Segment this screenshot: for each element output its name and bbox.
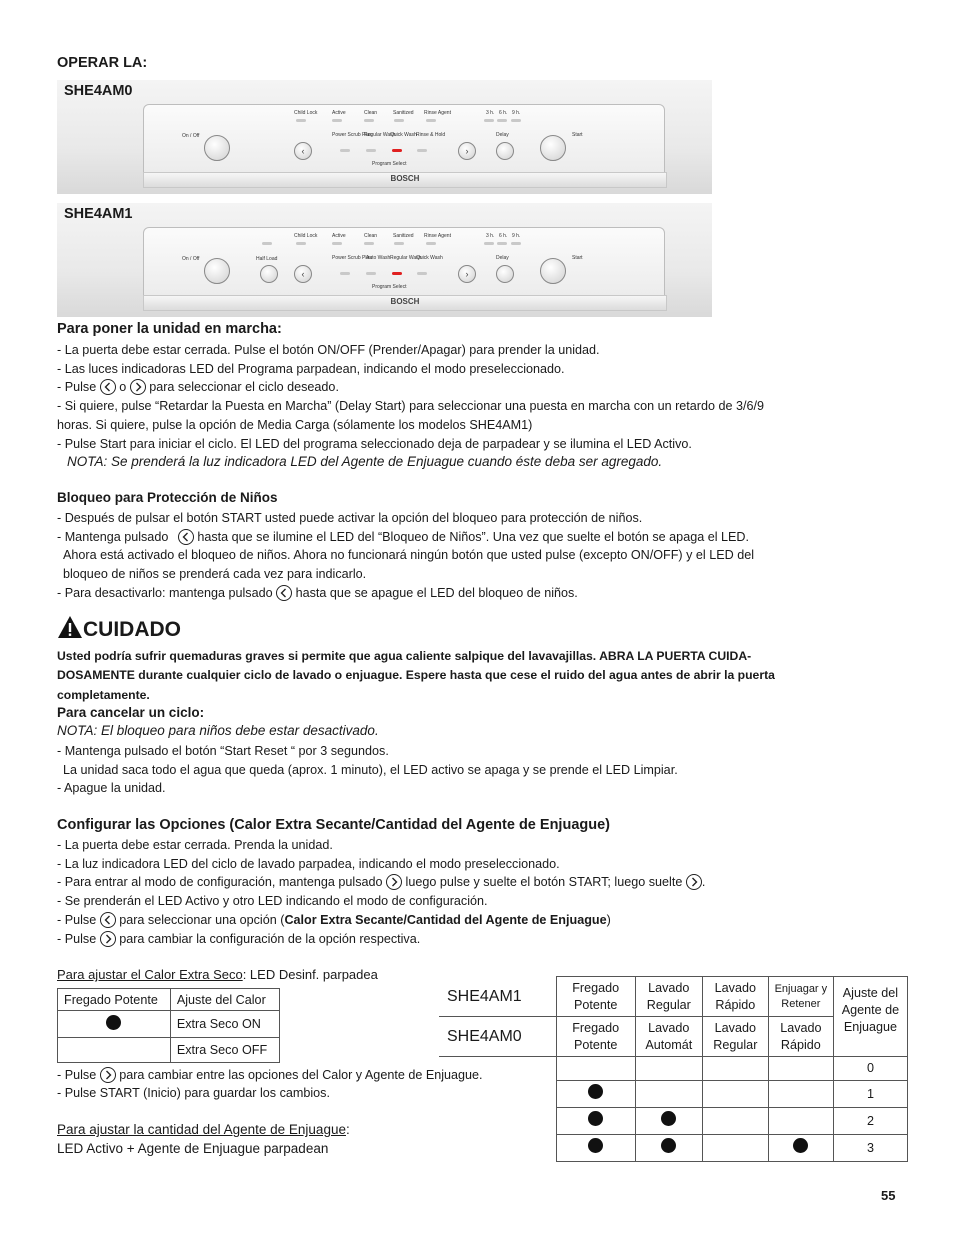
heat-after: - Pulse para cambiar entre las opciones del Calor y Agente de Enjuague. - Pulse START (Inicio) para guardar los cambios. <box>57 1068 483 1100</box>
program-header: Lavado Automát <box>635 1017 702 1057</box>
program-next-button[interactable]: › <box>458 265 476 283</box>
control-panel-she4am1 <box>57 203 712 317</box>
level-cell: 3 <box>833 1135 907 1162</box>
led-on-dot <box>661 1111 676 1126</box>
start-section-title: Para poner la unidad en marcha: <box>57 321 282 337</box>
chevron-right-icon <box>100 1067 116 1083</box>
panel-brand-strip <box>143 295 667 311</box>
onoff-knob[interactable] <box>204 258 230 284</box>
level-cell: 2 <box>833 1108 907 1135</box>
heat-caption: Para ajustar el Calor Extra Seco: LED Desinf. parpadea <box>57 967 378 982</box>
program-prev-button[interactable]: ‹ <box>294 265 312 283</box>
led-on-dot <box>588 1138 603 1153</box>
cancel-note: NOTA: El bloqueo para niños debe estar desactivado. <box>57 723 379 738</box>
program-header: Lavado Rápido <box>702 977 768 1017</box>
brand-logo: BOSCH <box>390 174 420 183</box>
led-on-dot <box>588 1084 603 1099</box>
model-cell: SHE4AM0 <box>439 1017 556 1057</box>
start-section-body: - La puerta debe estar cerrada. Pulse el botón ON/OFF (Prender/Apagar) para prender la unidad. - Las luces indicadoras LED del Programa parpadean, indicando el modo preseleccionado. - Pulse o para seleccionar el ciclo deseado. - Si quiere, pulse “Retardar la Puesta en Marcha” (Delay Start) para seleccionar una puesta en marcha con un retardo de 3/6/9 horas. Si quiere, pulse la opción de Media Carga (sólamente los modelos SHE4AM1) - Pulse Start para iniciar el ciclo. El LED del programa seleccionado deja de parpadear y se ilumina el LED Activo. NOTA: Se prenderá la luz indicadora LED del Agente de Enjuague cuando éste deba ser agregado. <box>57 341 917 472</box>
level-cell: 1 <box>833 1081 907 1108</box>
cancel-title: Para cancelar un ciclo: <box>57 705 205 720</box>
delay-button[interactable] <box>496 142 514 160</box>
chevron-left-icon <box>178 529 194 545</box>
panel-brand-strip <box>143 172 667 188</box>
panel-face: Child Lock Active Clean Sanitized Rinse Agent 3 h. 6 h. 9 h. On / Off Half Load ‹ Power Scrub Plus Auto Wash Regular Wash Quick Wash Program Select › Delay Start <box>143 227 665 297</box>
delay-button[interactable] <box>496 265 514 283</box>
chevron-right-icon <box>686 874 702 890</box>
caution-heading: CUIDADO <box>57 615 181 642</box>
chevron-right-icon <box>130 379 146 395</box>
chevron-right-icon <box>386 874 402 890</box>
setting-header: Ajuste del Agente de Enjuague <box>833 977 907 1057</box>
cancel-body: - Mantenga pulsado el botón “Start Reset “ por 3 segundos. La unidad saca todo el agua que queda (aprox. 1 minuto), el LED activo se apaga y se prende el LED Limpiar. - Apague la unidad. <box>57 744 678 796</box>
page-number: 55 <box>881 1188 896 1203</box>
child-lock-title: Bloqueo para Protección de Niños <box>57 490 278 505</box>
section-heading: OPERAR LA: <box>57 55 148 71</box>
chevron-left-icon <box>100 912 116 928</box>
child-lock-body: - Después de pulsar el botón START usted puede activar la opción del bloqueo para protección de niños. - Mantenga pulsado hasta que se ilumine el LED del “Bloqueo de Niños”. Una vez que suelte el botón se apaga el LED. Ahora está activado el bloqueo de niños. Ahora no funcionará ningún botón que usted pulse (excepto ON/OFF) y el LED del bloqueo de niños se prenderá cada vez para indicarlo. - Para desactivarlo: mantenga pulsado hasta que se apague el LED del bloqueo de niños. <box>57 511 754 600</box>
start-note: NOTA: Se prenderá la luz indicadora LED del Agente de Enjuague cuando éste deba ser agregado. <box>67 454 663 470</box>
heat-option: Extra Seco ON <box>170 1011 279 1038</box>
rinse-table <box>439 976 908 1162</box>
brand-logo: BOSCH <box>390 297 420 306</box>
led-on-dot <box>106 1015 121 1030</box>
caution-body: Usted podría sufrir quemaduras graves si permite que agua caliente salpique del lavavajillas. ABRA LA PUERTA CUIDA- DOSAMENTE durante cualquier ciclo de lavado o enjuague. Espere hasta que cese el ruido del agua antes de abrir la puerta completamente. <box>57 649 775 702</box>
chevron-left-icon <box>276 585 292 601</box>
half-load-button[interactable] <box>260 265 278 283</box>
program-header: Lavado Rápido <box>768 1017 833 1057</box>
control-panel-she4am0 <box>57 80 712 194</box>
warning-icon <box>57 615 83 639</box>
model-label: SHE4AM1 <box>64 206 133 222</box>
config-body: - La puerta debe estar cerrada. Prenda la unidad. - La luz indicadora LED del ciclo de lavado parpadea, indicando el modo preseleccionado. - Para entrar al modo de configuración, mantenga pulsado luego pulse y suelte el botón START; luego suelte . - Se prenderán el LED Activo y otro LED indicando el modo de configuración. - Pulse para seleccionar una opción (Calor Extra Secante/Cantidad del Agente de Enjuague) - Pulse para cambiar la configuración de la opción respectiva. <box>57 838 706 946</box>
config-title: Configurar las Opciones (Calor Extra Secante/Cantidad del Agente de Enjuague) <box>57 817 610 833</box>
heat-col-header: Fregado Potente <box>58 989 171 1011</box>
chevron-left-icon <box>100 379 116 395</box>
led-on-dot <box>588 1111 603 1126</box>
start-knob[interactable] <box>540 135 566 161</box>
program-prev-button[interactable]: ‹ <box>294 142 312 160</box>
program-header: Lavado Regular <box>702 1017 768 1057</box>
program-header: Fregado Potente <box>556 977 635 1017</box>
panel-face: Child Lock Active Clean Sanitized Rinse Agent 3 h. 6 h. 9 h. On / Off ‹ Power Scrub Plus Regular Wash Quick Wash Rinse & Hold Program Select › Delay Start <box>143 104 665 174</box>
program-next-button[interactable]: › <box>458 142 476 160</box>
led-on-dot <box>793 1138 808 1153</box>
program-header: Enjuagar y Retener <box>768 977 833 1017</box>
level-cell: 0 <box>833 1057 907 1081</box>
program-header: Fregado Potente <box>556 1017 635 1057</box>
model-cell: SHE4AM1 <box>439 977 556 1017</box>
heat-col-header: Ajuste del Calor <box>170 989 279 1011</box>
led-on-dot <box>661 1138 676 1153</box>
program-header: Lavado Regular <box>635 977 702 1017</box>
chevron-right-icon <box>100 931 116 947</box>
heat-option: Extra Seco OFF <box>170 1038 279 1063</box>
onoff-knob[interactable] <box>204 135 230 161</box>
start-knob[interactable] <box>540 258 566 284</box>
heat-table <box>57 988 280 1063</box>
rinse-caption: Para ajustar la cantidad del Agente de Enjuague: LED Activo + Agente de Enjuague parpadean <box>57 1122 350 1156</box>
model-label: SHE4AM0 <box>64 83 133 99</box>
